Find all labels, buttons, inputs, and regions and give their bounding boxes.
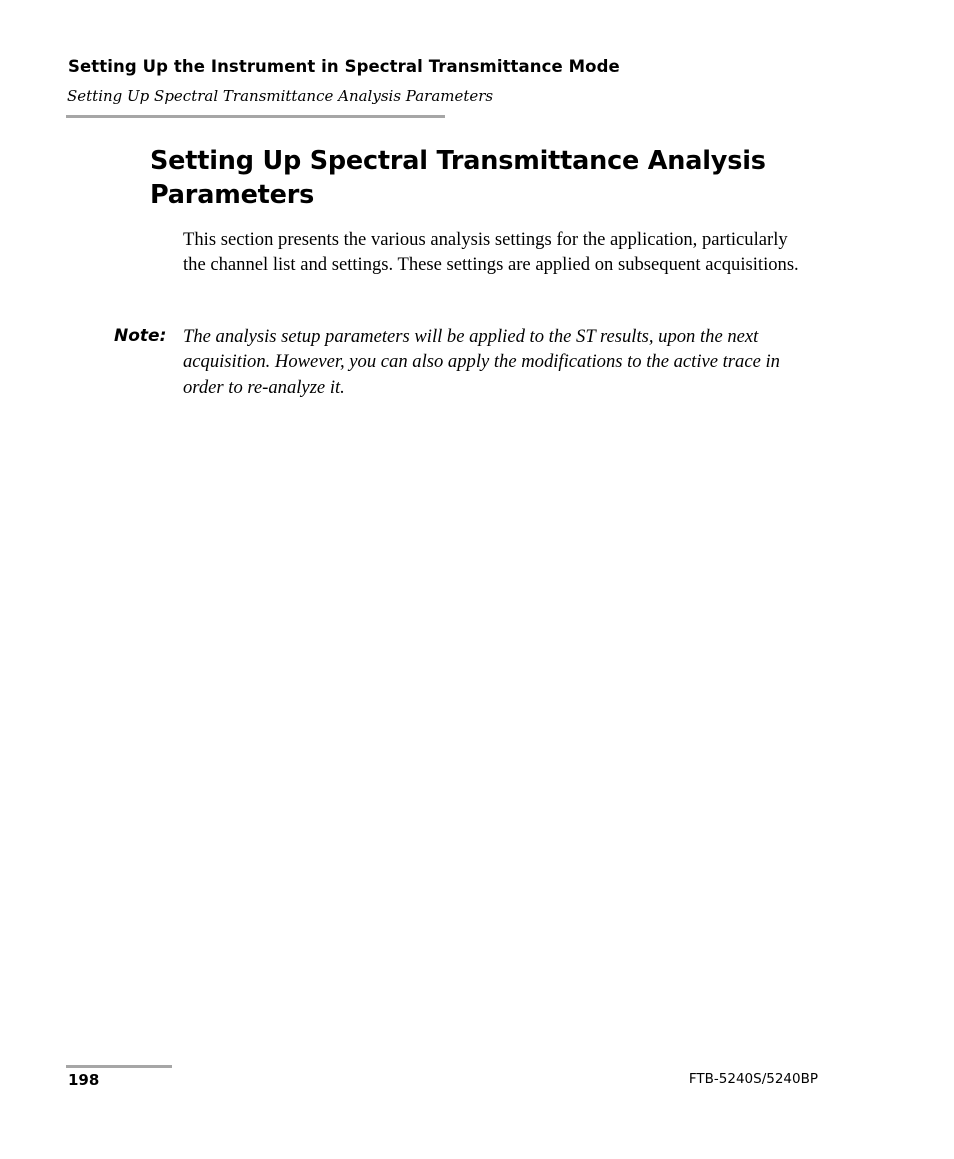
note-text: The analysis setup parameters will be applied to the ST results, upon the next acquisition. However, you can also apply the modifications to the active trace in order to re-analyze it. xyxy=(183,326,780,398)
note-label: Note: xyxy=(114,326,167,346)
intro-paragraph: This section presents the various analysis settings for the application, particularly the channel list and settings. These settings are applied on subsequent acquisitions. xyxy=(183,229,799,275)
footer-rule xyxy=(66,1065,172,1068)
running-header-chapter-title: Setting Up the Instrument in Spectral Transmittance Mode xyxy=(68,57,620,76)
section-heading: Setting Up Spectral Transmittance Analysis Parameters xyxy=(150,146,766,210)
page-number: 198 xyxy=(68,1071,100,1089)
product-name: FTB-5240S/5240BP xyxy=(688,1071,818,1087)
header-rule xyxy=(66,115,445,118)
running-header-section-subtitle: Setting Up Spectral Transmittance Analysis Parameters xyxy=(67,87,494,105)
